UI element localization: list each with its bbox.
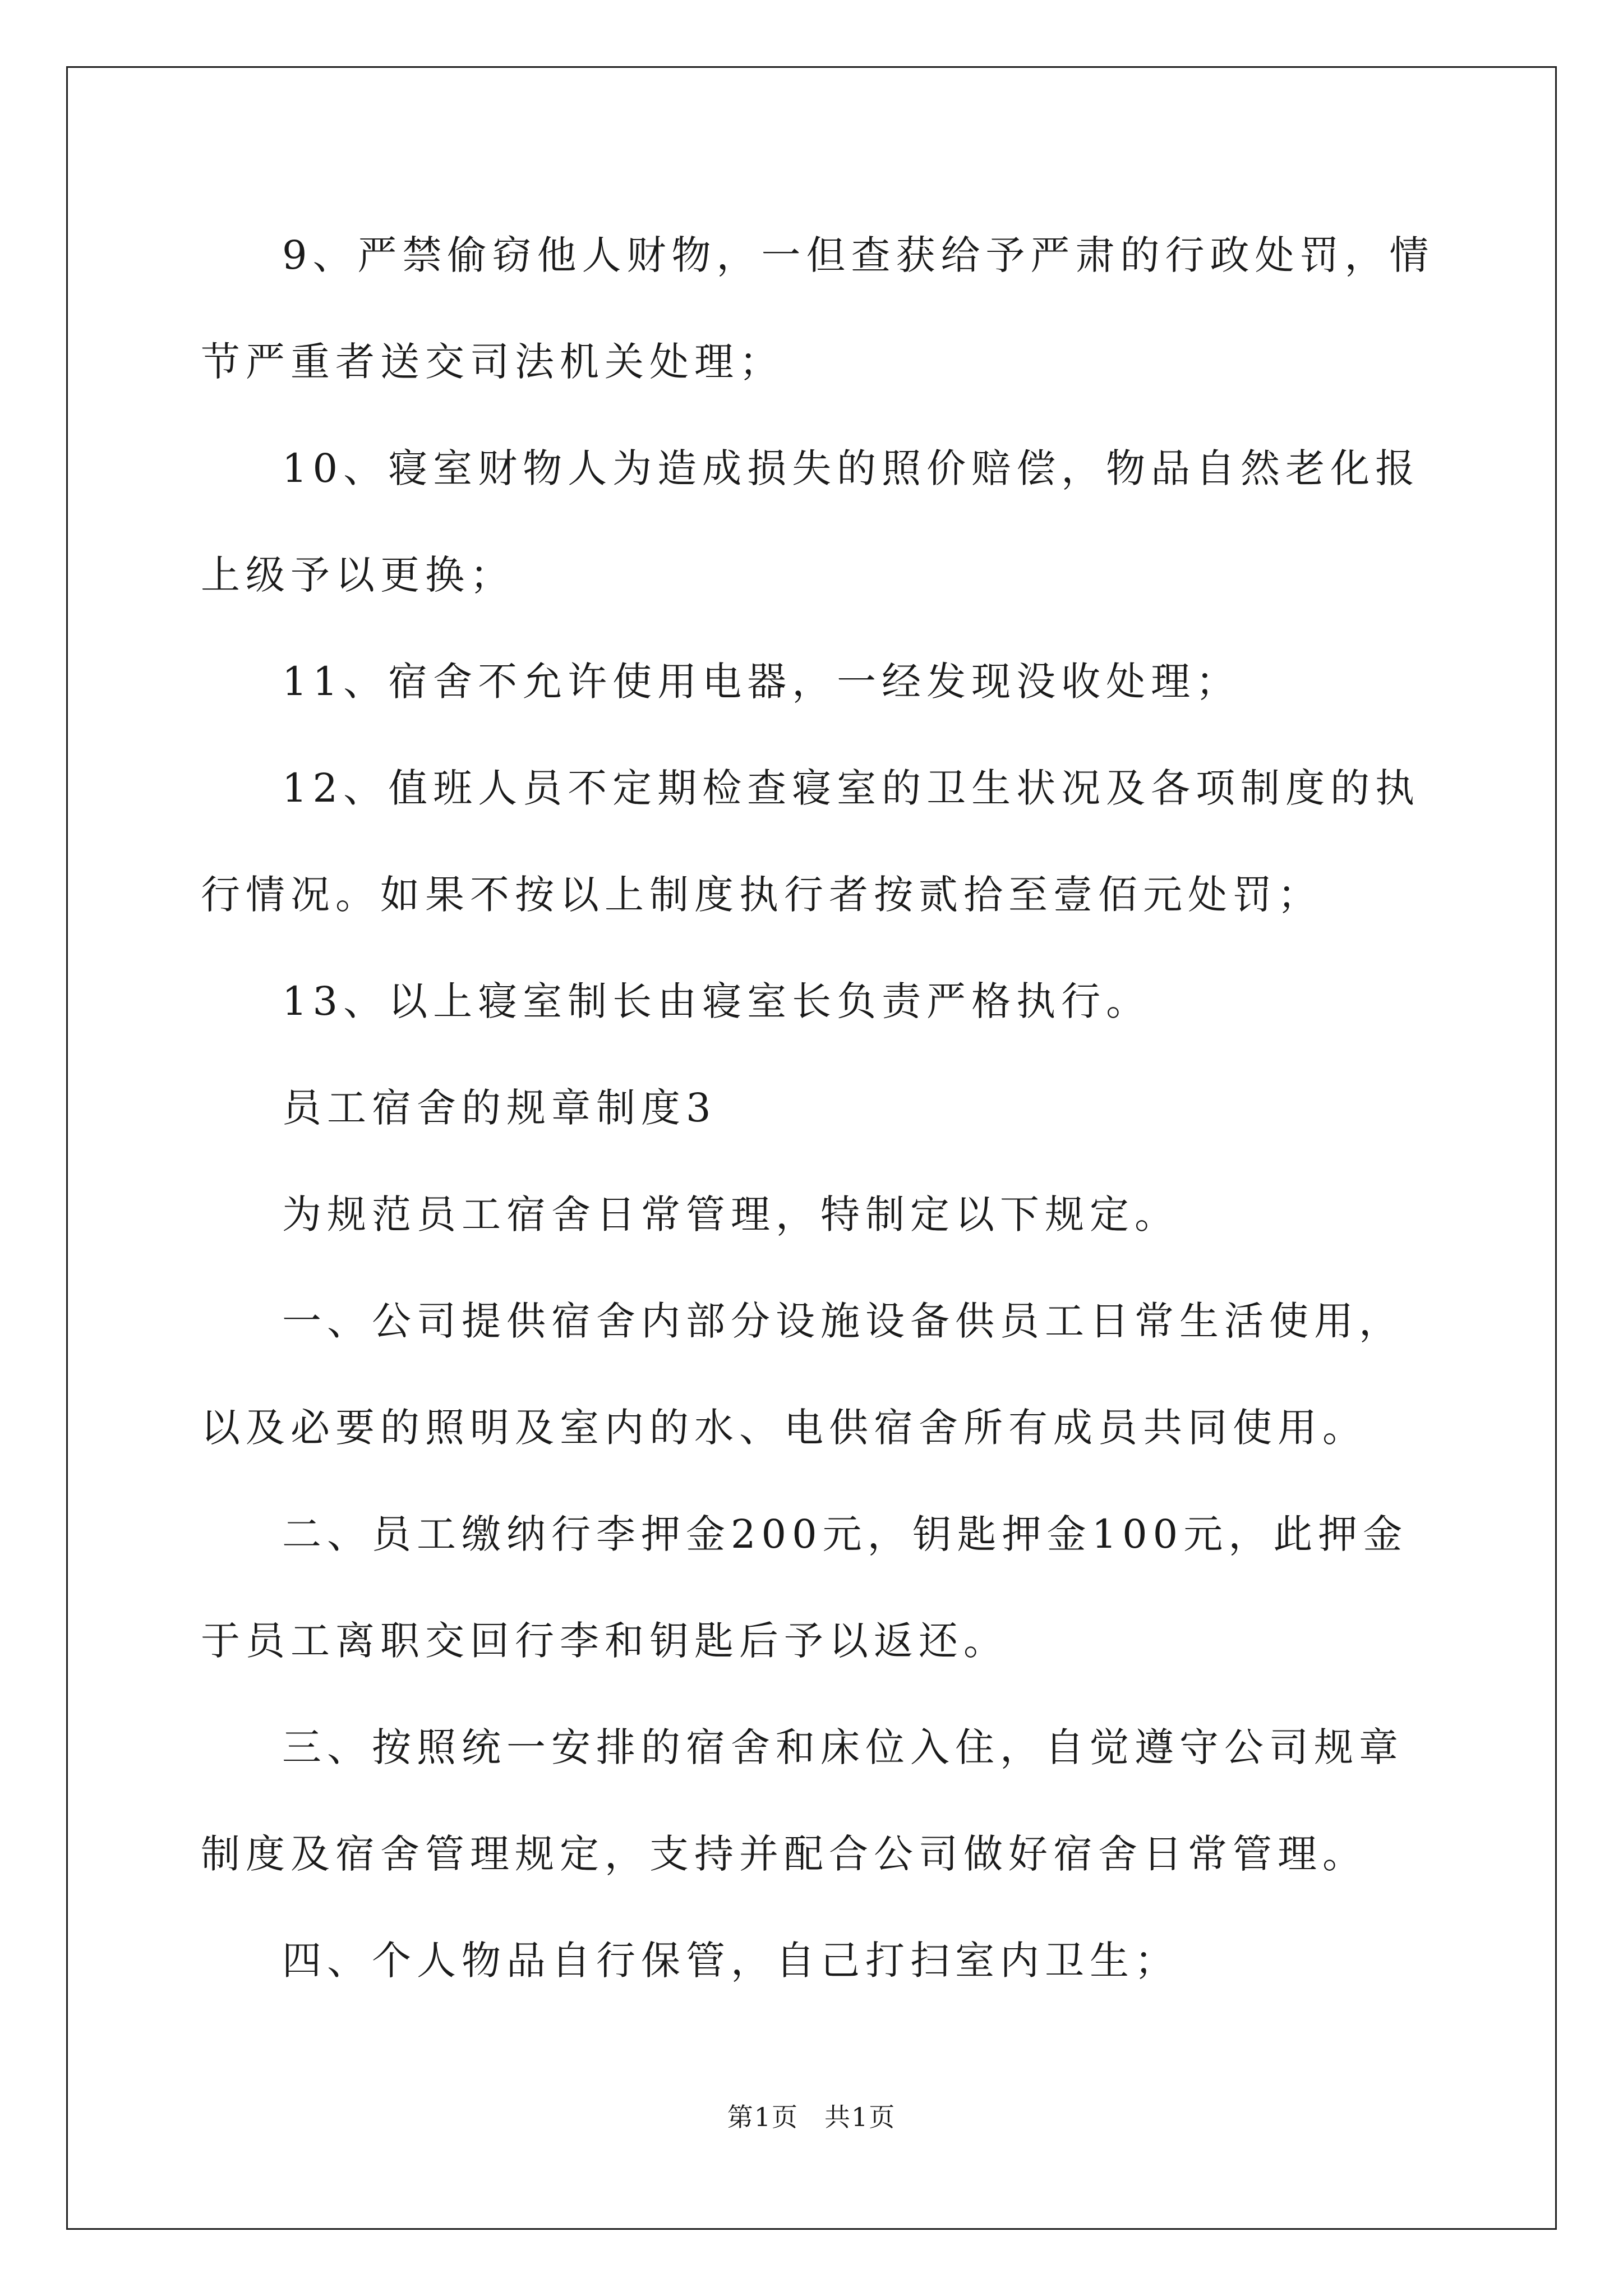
rule-12: 12、值班人员不定期检查寝室的卫生状况及各项制度的执行情况。如果不按以上制度执行者按贰拾至壹佰元处罚；	[201, 765, 1421, 918]
rule-13: 13、以上寝室制长由寝室长负责严格执行。	[282, 978, 1151, 1024]
item-3: 三、按照统一安排的宿舍和床位入住，自觉遵守公司规章制度及宿舍管理规定，支持并配合公司做好宿舍日常管理。	[201, 1724, 1404, 1877]
rule-9: 9、严禁偷窃他人财物，一但查获给予严肃的行政处罚，情节严重者送交司法机关处理；	[201, 232, 1435, 385]
page-total: 共1页	[824, 2102, 896, 2132]
item-2: 二、员工缴纳行李押金200元，钥匙押金100元，此押金于员工离职交回行李和钥匙后予以返还。	[201, 1511, 1408, 1664]
item-4: 四、个人物品自行保管，自己打扫室内卫生；	[282, 1938, 1179, 1984]
document-body	[201, 202, 1437, 2014]
section-intro: 为规范员工宿舍日常管理，特制定以下规定。	[282, 1191, 1179, 1237]
item-1: 一、公司提供宿舍内部分设施设备供员工日常生活使用，以及必要的照明及室内的水、电供宿舍所有成员共同使用。	[201, 1298, 1404, 1451]
rule-10: 10、寝室财物人为造成损失的照价赔偿，物品自然老化报上级予以更换；	[201, 445, 1421, 598]
page-footer	[0, 2100, 1623, 2134]
section-heading: 员工宿舍的规章制度3	[282, 1085, 717, 1131]
rule-11: 11、宿舍不允许使用电器，一经发现没收处理；	[282, 659, 1241, 705]
page-number: 第1页	[727, 2102, 799, 2132]
